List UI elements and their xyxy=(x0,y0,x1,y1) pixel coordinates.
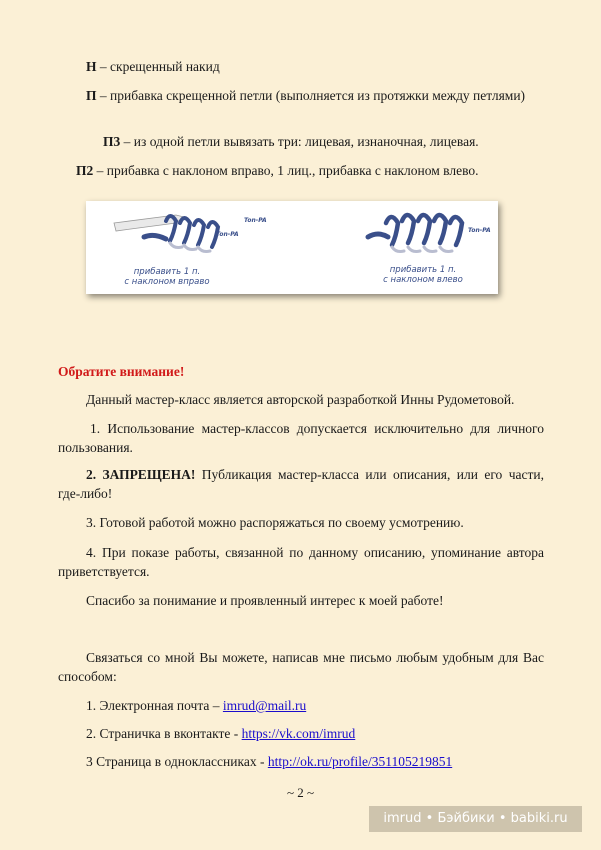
notice-item-2 xyxy=(58,465,544,503)
notice-item-1: 1. Использование мастер-классов допускается исключительно для личного пользования. xyxy=(58,421,544,455)
left-brand: Ton-PA xyxy=(216,231,239,238)
contact-email xyxy=(58,696,544,715)
legend-p3-text: – из одной петли вывязать три: лицевая, изнаночная, лицевая. xyxy=(120,134,479,149)
site-watermark: imrud • Бэйбики • babiki.ru xyxy=(369,806,582,832)
notice-item-2-bold: 2. ЗАПРЕЩЕНА! xyxy=(86,467,196,482)
legend-n-term: Н xyxy=(86,59,97,74)
right-caption-text: прибавить 1 п. с наклоном влево xyxy=(383,265,463,285)
contact-ok-label: 3 Страница в одноклассниках - xyxy=(86,754,268,769)
page-number: ~ 2 ~ xyxy=(286,785,315,800)
legend-p2 xyxy=(76,161,546,180)
vk-link[interactable]: https://vk.com/imrud xyxy=(241,726,356,741)
increase-diagram xyxy=(86,201,498,294)
email-link[interactable]: imrud@mail.ru xyxy=(222,698,307,713)
increase-right-illustration xyxy=(106,201,256,294)
right-brand: Ton-PA xyxy=(468,227,491,234)
legend-p3 xyxy=(103,132,553,151)
middle-brand: Ton-PA xyxy=(244,217,267,224)
notice-item-2-rest: Публикация мастер-класса или описания, или его части, где-либо! xyxy=(58,467,544,501)
legend-n-text: – скрещенный накид xyxy=(96,59,220,74)
ok-link[interactable]: http://ok.ru/profile/351105219851 xyxy=(267,754,453,769)
notice-item-3: 3. Готовой работой можно распоряжаться по своему усмотрению. xyxy=(86,515,464,530)
right-caption xyxy=(358,265,488,285)
legend-p-term: П xyxy=(86,88,97,103)
contact-vk xyxy=(58,724,544,743)
notice-heading: Обратите внимание! xyxy=(58,364,185,379)
legend-p2-text: – прибавка с наклоном вправо, 1 лиц., прибавка с наклоном влево. xyxy=(93,163,479,178)
contact-email-label: 1. Электронная почта – xyxy=(86,698,223,713)
contact-ok xyxy=(58,752,544,771)
notice-item-4: 4. При показе работы, связанной по данному описанию, упоминание автора приветствуется. xyxy=(58,545,544,579)
left-caption xyxy=(112,267,222,287)
left-caption-text: прибавить 1 п. с наклоном вправо xyxy=(124,267,210,287)
legend-p3-term: П3 xyxy=(103,134,121,149)
contact-vk-label: 2. Страничка в вконтакте - xyxy=(86,726,242,741)
increase-left-illustration xyxy=(356,201,496,294)
legend-p xyxy=(58,86,544,105)
legend-p2-term: П2 xyxy=(76,163,94,178)
legend-n xyxy=(86,57,572,76)
notice-intro: Данный мастер-класс является авторской разработкой Инны Рудометовой. xyxy=(86,392,515,407)
legend-p-text: – прибавка скрещенной петли (выполняется из протяжки между петлями) xyxy=(96,88,526,103)
notice-thanks: Спасибо за понимание и проявленный интерес к моей работе! xyxy=(86,593,444,608)
contact-intro: Связаться со мной Вы можете, написав мне письмо любым удобным для Вас способом: xyxy=(58,650,544,684)
